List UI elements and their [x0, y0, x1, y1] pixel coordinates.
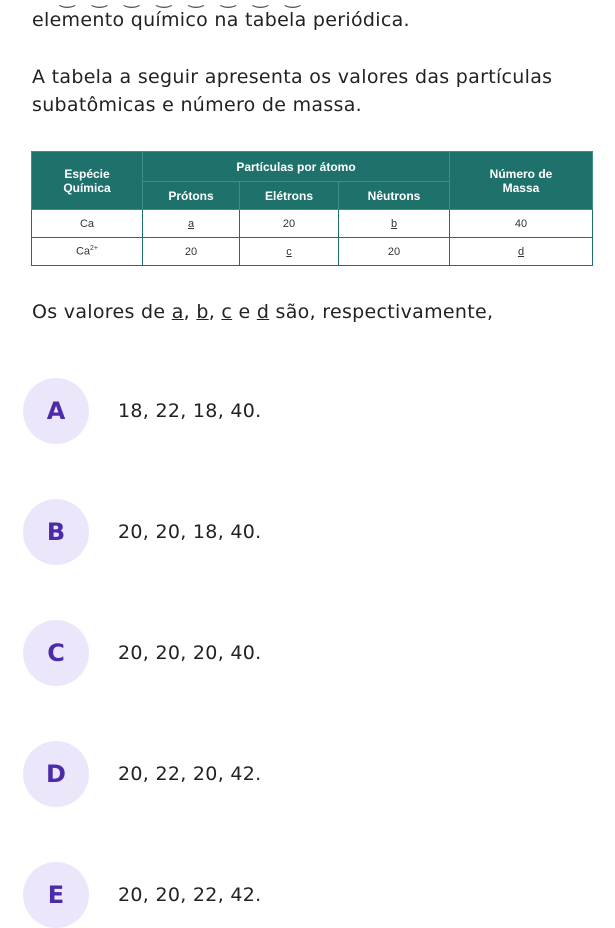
electrons-header: Elétrons — [240, 182, 339, 210]
option-text[interactable]: 20, 20, 20, 40. — [118, 642, 262, 664]
description-text: A tabela a seguir apresenta os valores das partículas subatômicas e número de massa. — [32, 66, 553, 116]
option-letter-badge[interactable]: D — [23, 741, 89, 807]
mass-number-header: Número de Massa — [450, 152, 593, 210]
option-letter-badge[interactable]: A — [23, 378, 89, 444]
table-row — [32, 238, 593, 266]
electrons-cell: 20 — [240, 210, 339, 238]
mass-cell: d — [450, 238, 593, 266]
option-text[interactable]: 20, 22, 20, 42. — [118, 763, 262, 785]
question-text: Os valores de a, b, c e d são, respectivamente, — [32, 301, 494, 323]
option-letter-badge[interactable]: E — [23, 862, 89, 928]
species-cell: Ca — [32, 210, 143, 238]
neutrons-cell: b — [339, 210, 450, 238]
option-text[interactable]: 20, 20, 18, 40. — [118, 521, 262, 543]
clipped-previous-line — [60, 0, 380, 4]
option-a[interactable] — [23, 378, 523, 444]
option-e[interactable] — [23, 862, 523, 928]
option-letter-badge[interactable]: C — [23, 620, 89, 686]
electrons-cell: c — [240, 238, 339, 266]
mass-cell: 40 — [450, 210, 593, 238]
particles-header: Partículas por átomo — [143, 152, 450, 182]
intro-text: elemento químico na tabela periódica. — [32, 9, 410, 31]
protons-header: Prótons — [143, 182, 240, 210]
neutrons-cell: 20 — [339, 238, 450, 266]
species-cell: $Ca^{2+}$ — [32, 238, 143, 266]
option-text[interactable]: 20, 20, 22, 42. — [118, 884, 262, 906]
option-d[interactable] — [23, 741, 523, 807]
option-text[interactable]: 18, 22, 18, 40. — [118, 400, 262, 422]
option-b[interactable] — [23, 499, 523, 565]
protons-cell: a — [143, 210, 240, 238]
neutrons-header: Nêutrons — [339, 182, 450, 210]
table-row — [32, 210, 593, 238]
protons-cell: 20 — [143, 238, 240, 266]
species-header: Espécie Química — [32, 152, 143, 210]
option-letter-badge[interactable]: B — [23, 499, 89, 565]
particles-table — [31, 151, 593, 266]
option-c[interactable] — [23, 620, 523, 686]
